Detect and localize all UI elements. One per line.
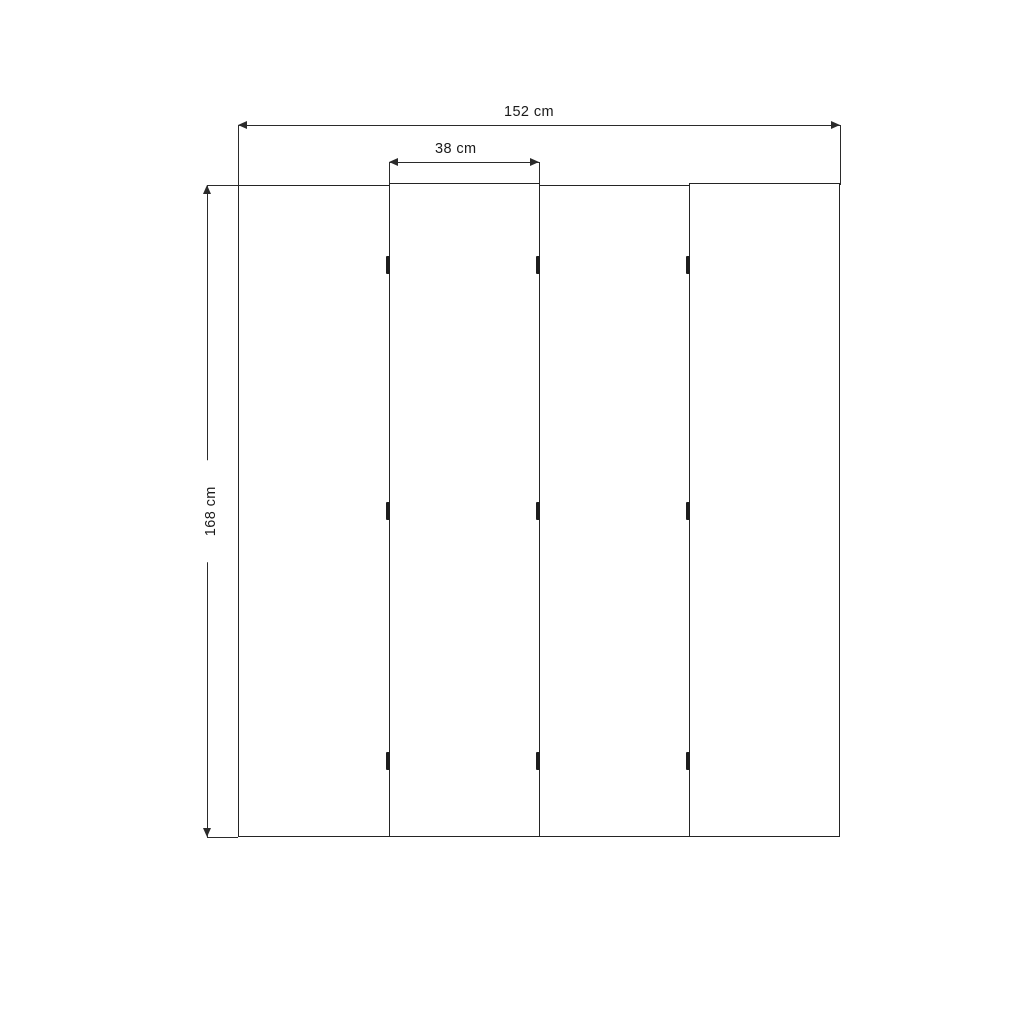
total-width-extension-left: [238, 125, 239, 185]
hinge-bottom-center: [536, 752, 540, 770]
hinge-bottom-right: [686, 752, 690, 770]
hinge-middle-left: [386, 502, 390, 520]
height-extension-bottom: [207, 837, 238, 838]
height-arrow-bottom: [203, 828, 211, 837]
panel-4[interactable]: [689, 183, 840, 837]
total-width-arrow-left: [238, 121, 247, 129]
total-width-label: 152 cm: [498, 105, 560, 120]
height-arrow-top: [203, 185, 211, 194]
height-label: 168 cm: [204, 460, 219, 562]
hinge-bottom-left: [386, 752, 390, 770]
hinge-top-right: [686, 256, 690, 274]
hinge-top-left: [386, 256, 390, 274]
panel-width-dimension-line: [389, 162, 539, 163]
hinge-middle-center: [536, 502, 540, 520]
total-width-extension-right: [840, 125, 841, 185]
hinge-top-center: [536, 256, 540, 274]
panel-3[interactable]: [539, 185, 690, 837]
panel-2[interactable]: [389, 183, 540, 837]
panel-1[interactable]: [238, 185, 390, 837]
panel-width-arrow-right: [530, 158, 539, 166]
height-extension-top: [207, 185, 238, 186]
total-width-dimension-line: [238, 125, 840, 126]
panel-width-extension-left: [389, 162, 390, 185]
panel-width-extension-right: [539, 162, 540, 185]
total-width-arrow-right: [831, 121, 840, 129]
panel-width-arrow-left: [389, 158, 398, 166]
panel-width-label: 38 cm: [429, 142, 483, 157]
hinge-middle-right: [686, 502, 690, 520]
